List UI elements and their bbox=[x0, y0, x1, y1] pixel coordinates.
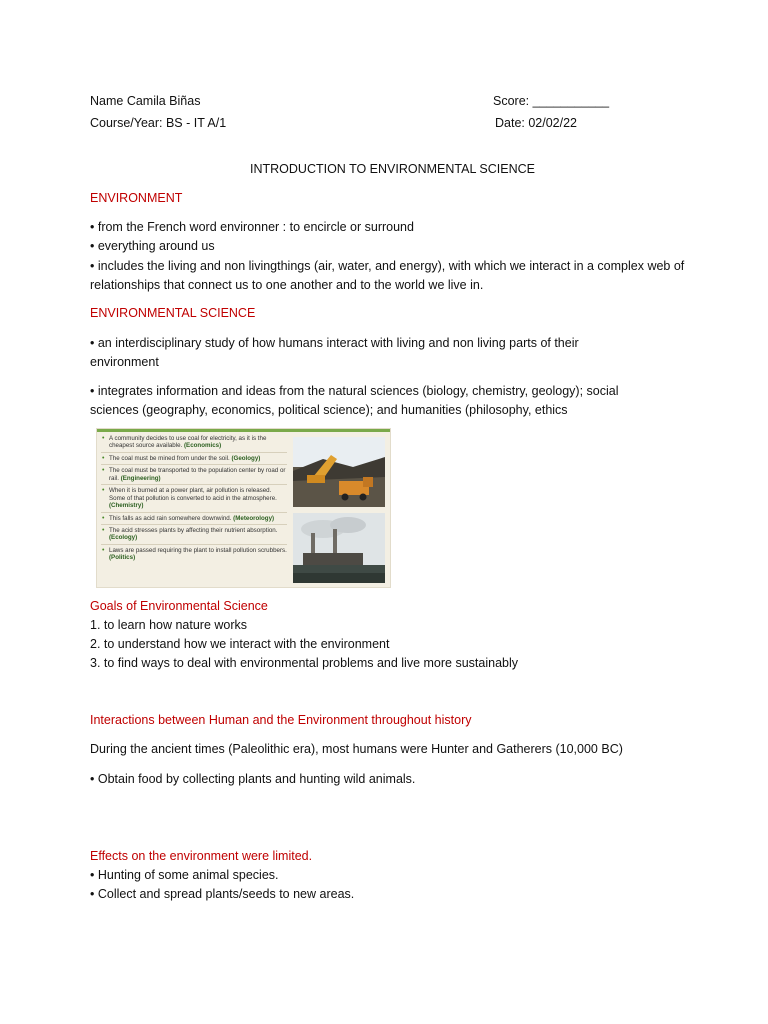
goal-item-2: 2. to understand how we interact with the environment bbox=[90, 637, 390, 651]
student-name: Name Camila Biñas bbox=[90, 94, 201, 108]
coal-interdisciplinary-figure bbox=[96, 428, 391, 588]
effects-item-1: • Hunting of some animal species. bbox=[90, 868, 279, 882]
figure-row: • This falls as acid rain somewhere downwind. (Meteorology) bbox=[101, 515, 287, 522]
env-science-paragraph-2: • integrates information and ideas from the natural sciences (biology, chemistry, geology); social sciences (geography, economics, political science); and humanities (philosophy, ethics bbox=[90, 384, 619, 417]
document-title: INTRODUCTION TO ENVIRONMENTAL SCIENCE bbox=[250, 162, 535, 176]
figure-row: • When it is burned at a power plant, air pollution is released. Some of that pollution is converted to acid in the atmosphere. (Chemistry) bbox=[101, 487, 287, 509]
effects-heading: Effects on the environment were limited. bbox=[90, 849, 313, 863]
environment-bullet-2: • everything around us bbox=[90, 239, 215, 253]
interactions-paragraph-2: • Obtain food by collecting plants and hunting wild animals. bbox=[90, 772, 416, 786]
goal-item-1: 1. to learn how nature works bbox=[90, 618, 248, 632]
interactions-paragraph-1: During the ancient times (Paleolithic era), most humans were Hunter and Gatherers (10,000 BC) bbox=[90, 742, 623, 756]
figure-row: • Laws are passed requiring the plant to install pollution scrubbers. (Politics) bbox=[101, 547, 287, 562]
environment-bullet-3: • includes the living and non livingthings (air, water, and energy), with which we interact in a complex web of relationships that connect us to one another and to the world we live in. bbox=[90, 259, 685, 292]
figure-row: • The coal must be mined from under the soil. (Geology) bbox=[101, 455, 287, 462]
figure-row: • A community decides to use coal for electricity, as it is the cheapest source available. (Economics) bbox=[101, 435, 287, 450]
goals-heading: Goals of Environmental Science bbox=[90, 599, 268, 613]
figure-text-list bbox=[101, 435, 287, 583]
env-science-paragraph-1: • an interdisciplinary study of how humans interact with living and non living parts of their environment bbox=[90, 336, 579, 369]
env-science-heading: ENVIRONMENTAL SCIENCE bbox=[90, 306, 256, 320]
interactions-heading: Interactions between Human and the Environment throughout history bbox=[90, 713, 472, 727]
date-field: Date: 02/02/22 bbox=[495, 116, 578, 130]
coal-mining-and-power-plant-photos bbox=[293, 437, 385, 583]
environment-heading: ENVIRONMENT bbox=[90, 191, 183, 205]
figure-row: • The coal must be transported to the population center by road or rail. (Engineering) bbox=[101, 467, 287, 482]
figure-row: • The acid stresses plants by affecting their nutrient absorption. (Ecology) bbox=[101, 527, 287, 542]
goal-item-3: 3. to find ways to deal with environmental problems and live more sustainably bbox=[90, 656, 518, 670]
effects-item-2: • Collect and spread plants/seeds to new areas. bbox=[90, 887, 355, 901]
environment-bullet-1: • from the French word environner : to encircle or surround bbox=[90, 220, 414, 234]
score-field: Score: ___________ bbox=[493, 94, 610, 108]
figure-accent-bar bbox=[97, 429, 390, 432]
course-year: Course/Year: BS - IT A/1 bbox=[90, 116, 227, 130]
